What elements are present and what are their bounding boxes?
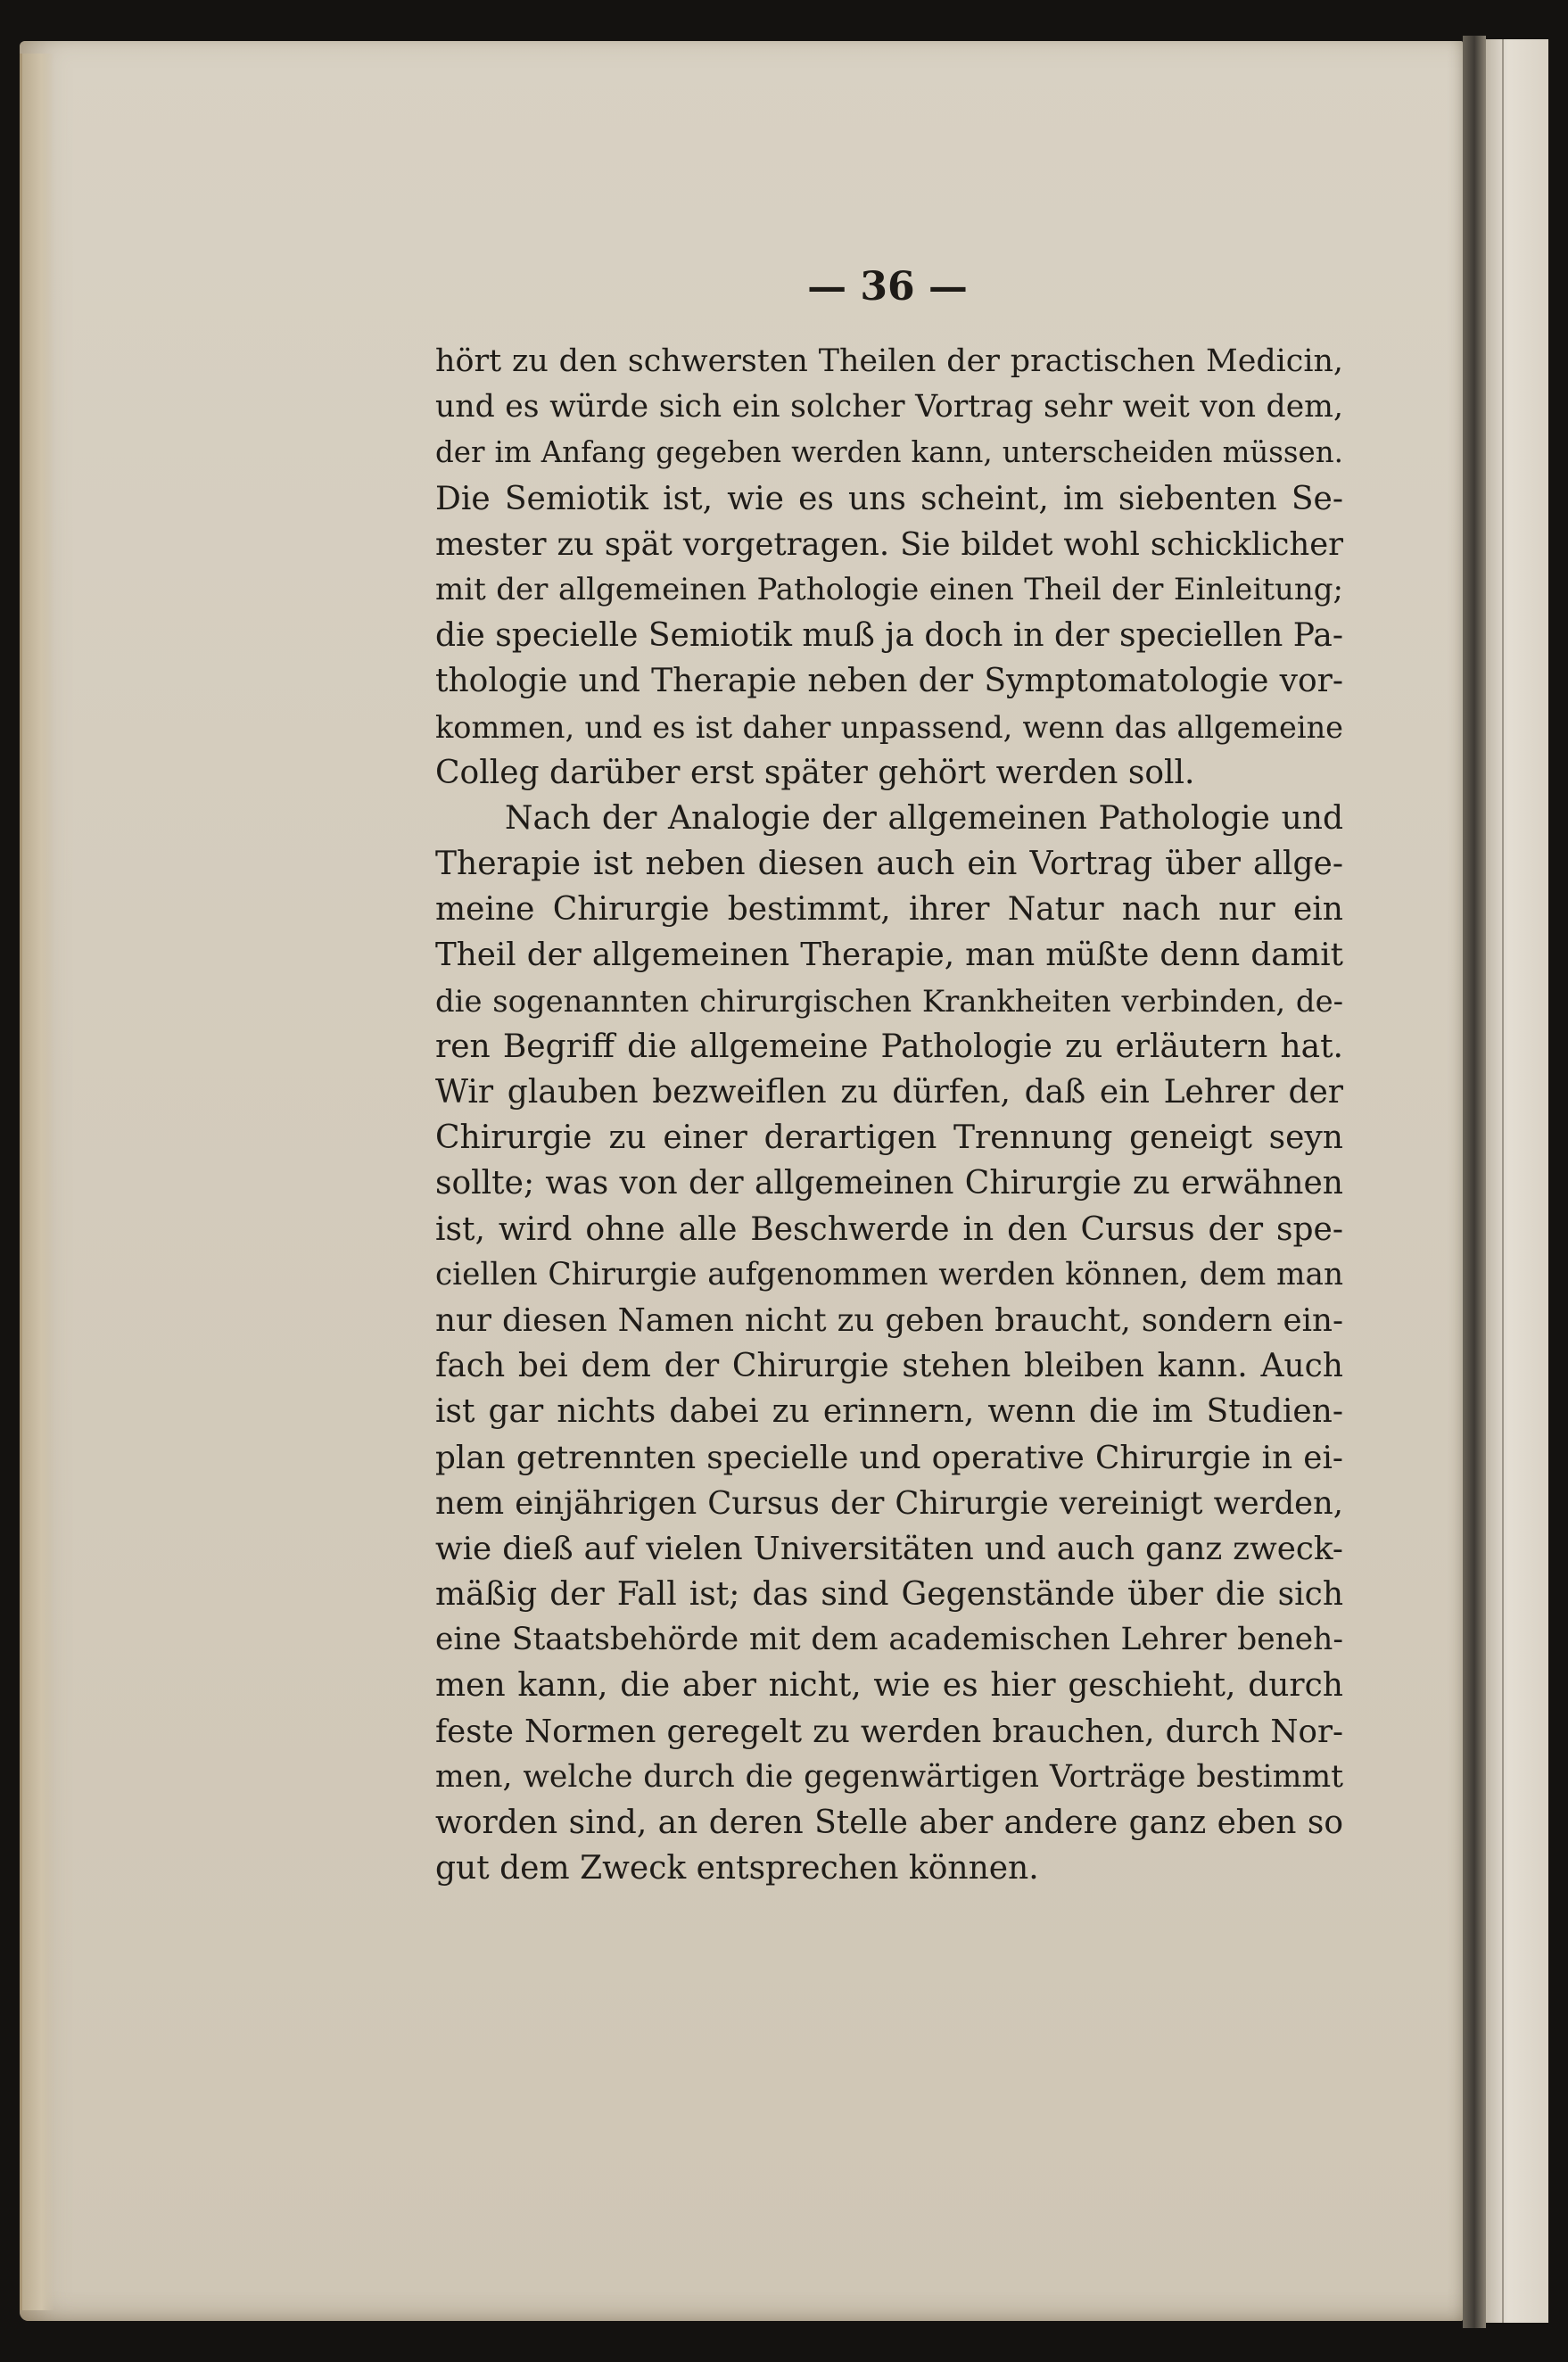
text-line: ciellen Chirurgie aufgenommen werden können, dem man [435,1256,1343,1292]
text-line: Colleg darüber erst später gehört werden soll. [435,754,1195,791]
text-line: der im Anfang gegeben werden kann, unterscheiden müssen. [435,435,1343,470]
text-line: wie dieß auf vielen Universitäten und auch ganz zweck- [435,1530,1343,1567]
page-number: — 36 — [807,264,968,310]
text-line: Theil der allgemeinen Therapie, man müßte denn damit [435,937,1343,974]
text-line: hört zu den schwersten Theilen der practischen Medicin, [435,343,1343,379]
text-line: feste Normen geregelt zu werden brauchen, durch Nor- [435,1713,1343,1750]
text-line: meine Chirurgie bestimmt, ihrer Natur nach nur ein [435,891,1343,929]
text-line: fach bei dem der Chirurgie stehen bleiben kann. Auch [435,1348,1343,1385]
text-line: worden sind, an deren Stelle aber andere ganz eben so [435,1805,1343,1841]
body-text [435,339,1343,1891]
text-line: mit der allgemeinen Pathologie einen Theil der Einleitung; [435,571,1343,607]
text-line: gut dem Zweck entsprechen können. [435,1850,1039,1887]
text-line: sollte; was von der allgemeinen Chirurgie zu erwähnen [435,1165,1343,1202]
paragraph-start-line: Nach der Analogie der allgemeinen Pathologie und [505,799,1343,837]
text-line: Wir glauben bezweiflen zu dürfen, daß ein Lehrer der [435,1074,1343,1111]
facing-page-edge [1486,39,1548,2323]
text-line: die sogenannten chirurgischen Krankheiten verbinden, de- [435,983,1343,1019]
text-line: mester zu spät vorgetragen. Sie bildet wohl schicklicher [435,525,1343,563]
page-edge-stack [20,54,54,2310]
text-line: Chirurgie zu einer derartigen Trennung geneigt seyn [435,1119,1343,1157]
text-line: eine Staatsbehörde mit dem academischen Lehrer beneh- [435,1622,1343,1658]
text-line: Therapie ist neben diesen auch ein Vortrag über allge- [435,846,1343,883]
text-line: nem einjährigen Cursus der Chirurgie vereinigt werden, [435,1484,1343,1522]
text-line: men, welche durch die gegenwärtigen Vorträge bestimmt [435,1758,1343,1795]
text-line: ist gar nichts dabei zu erinnern, wenn die im Studien- [435,1393,1343,1431]
text-line: nur diesen Namen nicht zu geben braucht, sondern ein- [435,1301,1343,1339]
text-line: und es würde sich ein solcher Vortrag sehr weit von dem, [435,389,1343,425]
text-line: kommen, und es ist daher unpassend, wenn das allgemeine [435,709,1343,745]
text-line: Die Semiotik ist, wie es uns scheint, im siebenten Se- [435,480,1343,517]
text-line: ren Begriff die allgemeine Pathologie zu erläutern hat. [435,1028,1343,1065]
text-line: mäßig der Fall ist; das sind Gegenstände über die sich [435,1576,1343,1614]
text-line: men kann, die aber nicht, wie es hier geschieht, durch [435,1667,1343,1705]
text-line: ist, wird ohne alle Beschwerde in den Cursus der spe- [435,1210,1343,1248]
text-line: die specielle Semiotik muß ja doch in der speciellen Pa- [435,617,1343,655]
book-gutter [1463,36,1486,2328]
text-line: plan getrennten specielle und operative Chirurgie in ei- [435,1439,1343,1476]
text-line: thologie und Therapie neben der Symptomatologie vor- [435,663,1343,700]
